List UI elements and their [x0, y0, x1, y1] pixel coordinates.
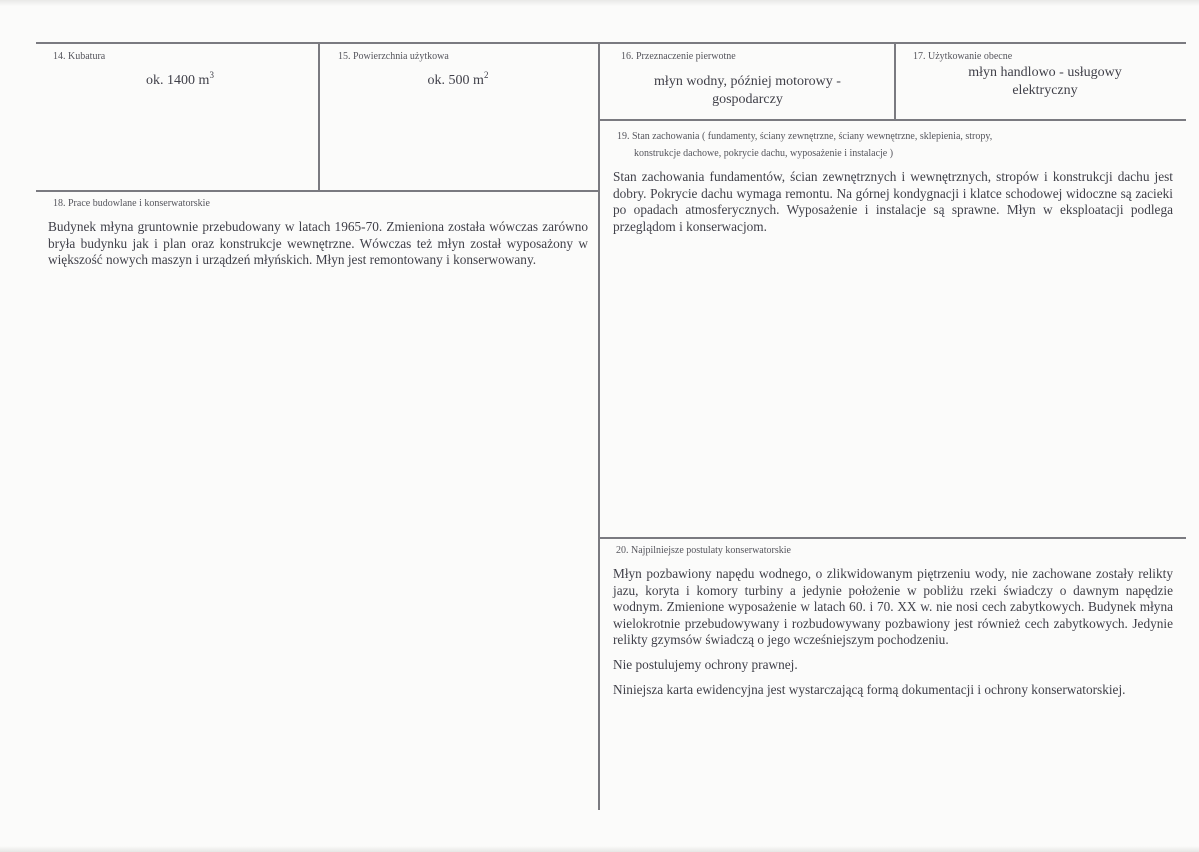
stan-zachowania-text: Stan zachowania fundamentów, ścian zewnętrznych i wewnętrznych, stropów i konstrukcji dachu jest dobry. Pokrycie dachu wymaga remontu. Na górnej kondygnacji i klatce schodowej widoczne są zacieki po opadach atmosferycznych. Wyposażenie i instalacje są sprawne. Młyn w eksploatacji podlega przeglądom i konserwacjom. [613, 169, 1173, 234]
powierzchnia-label: 15. Powierzchnia użytkowa [338, 51, 449, 62]
postulaty-paragraph-1: Młyn pozbawiony napędu wodnego, o zlikwidowanym piętrzeniu wody, nie zachowane zostały relikty jazu, koryta i komory turbiny a jedynie położenie w pobliżu rzeki świadczy o dawnym napędzie wodnym. Zmienione wyposażenie w latach 60. i 70. XX w. nie nosi cech zabytkowych. Budynek młyna wielokrotnie przebudowywany i rozbudowywany pozbawiony jest również cech zabytkowych. Jedynie relikty gzymsów świadczą o jego wcześniejszym pochodzeniu. [613, 566, 1173, 648]
kubatura-label: 14. Kubatura [53, 51, 106, 62]
stan-zachowania-label-line2: konstrukcje dachowe, pokrycie dachu, wyposażenie i instalacje ) [634, 148, 894, 159]
kubatura-value [60, 72, 300, 90]
powierzchnia-exponent: 2 [483, 70, 489, 80]
kubatura-exponent: 3 [209, 70, 214, 80]
uzytkowanie-obecne-label: 17. Użytkowanie obecne [913, 51, 1013, 62]
przeznaczenie-pierwotne-value: młyn wodny, później motorowy - gospodarczy [654, 74, 841, 107]
postulaty-text [613, 566, 1173, 706]
rule-below-16-17 [599, 119, 1186, 121]
powierzchnia-value [338, 72, 578, 90]
top-rule [36, 42, 1186, 44]
rule-above-20 [599, 537, 1186, 539]
center-divider [598, 43, 600, 810]
kubatura-value-text: ok. 1400 m [146, 73, 210, 88]
postulaty-paragraph-3: Niniejsza karta ewidencyjna jest wystarczającą formą dokumentacji i ochrony konserwatorskiej. [613, 681, 1126, 697]
uzytkowanie-obecne-value: młyn handlowo - usługowy elektryczny [968, 65, 1122, 98]
postulaty-label: 20. Najpilniejsze postulaty konserwatorskie [616, 545, 791, 556]
page-bottom-edge [0, 846, 1199, 852]
powierzchnia-value-text: ok. 500 m [427, 73, 484, 88]
divider-16-17 [894, 43, 896, 120]
divider-14-15 [318, 43, 320, 191]
page-top-edge [0, 0, 1199, 6]
prace-budowlane-text: Budynek młyna gruntownie przebudowany w latach 1965-70. Zmieniona została wówczas zarówno bryła budynku jak i plan oraz konstrukcje wewnętrzne. Wówczas też młyn został wyposażony w większość nowych maszyn i urządzeń młyńskich. Młyn jest remontowany i konserwowany. [48, 219, 588, 268]
przeznaczenie-pierwotne-label: 16. Przeznaczenie pierwotne [621, 51, 736, 62]
postulaty-paragraph-2: Nie postulujemy ochrony prawnej. [613, 656, 798, 672]
stan-zachowania-label-line1: 19. Stan zachowania ( fundamenty, ściany zewnętrzne, ściany wewnętrzne, sklepienia, stropy, [617, 131, 993, 142]
prace-budowlane-label: 18. Prace budowlane i konserwatorskie [53, 198, 210, 209]
